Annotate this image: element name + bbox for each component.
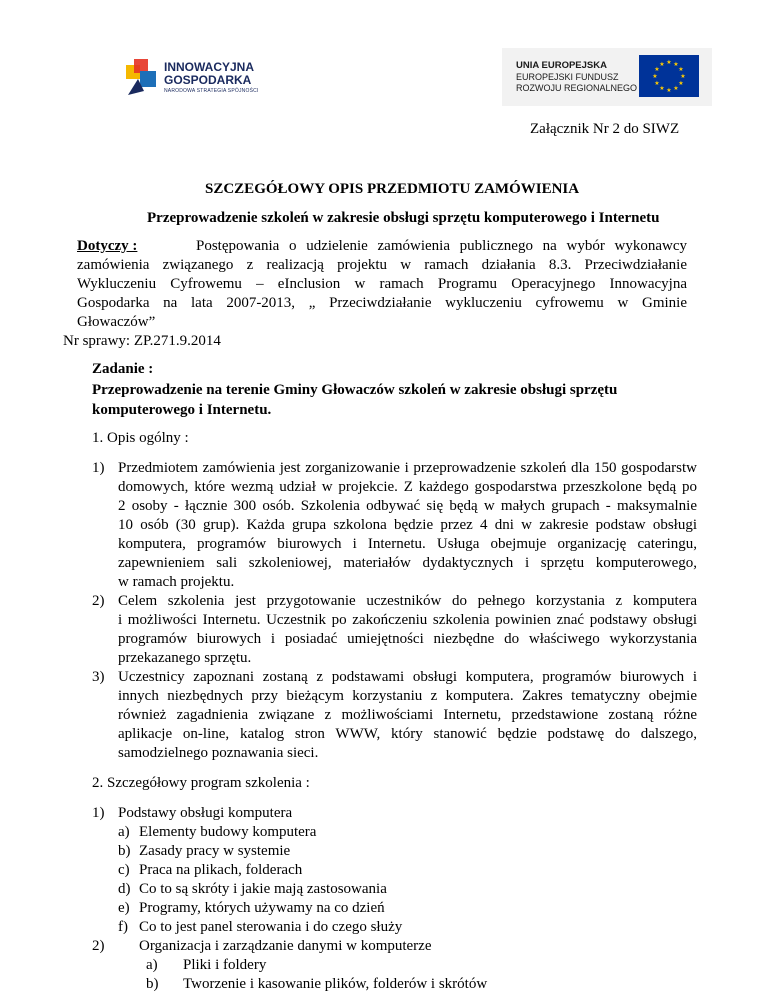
paragraph-line: aplikacje on-line, katalog stron WWW, który stanowić będzie podstawę do dalszego, (118, 726, 697, 742)
sub-letter: b) (146, 976, 159, 992)
sub-letter: a) (118, 824, 130, 840)
sub-item: Tworzenie i kasowanie plików, folderów i skrótów (183, 976, 488, 992)
svg-text:★: ★ (654, 66, 660, 73)
svg-text:★: ★ (659, 61, 665, 68)
svg-text:★: ★ (652, 73, 658, 80)
paragraph-line: innych niezbędnych przy bieżącym korzystaniu z komputera. Zakres tematyczny obejmie (118, 688, 697, 704)
item-number: 3) (92, 669, 105, 685)
sub-item: Co to są skróty i jakie mają zastosowania (139, 881, 387, 897)
paragraph-line: zapewnieniem sali szkoleniowej, materiałów dydaktycznych i sprzętu komputerowego, (118, 555, 697, 571)
task-line: Przeprowadzenie na terenie Gminy Głowaczów szkoleń w zakresie obsługi sprzętu (92, 382, 618, 398)
paragraph-line: w ramach projektu. (118, 574, 235, 590)
svg-text:★: ★ (673, 61, 679, 68)
paragraph-line: przekazanego sprzętu. (118, 650, 252, 666)
task-label: Zadanie : (92, 361, 154, 377)
sub-item: Co to jest panel sterowania i do czego służy (139, 919, 403, 935)
item-number: 2) (92, 593, 105, 609)
innowacyjna-gospodarka-logo (124, 55, 264, 105)
sub-letter: a) (146, 957, 158, 973)
eu-logo (502, 48, 712, 106)
paragraph-line: samodzielnego poznawania sieci. (118, 745, 319, 761)
dotyczy-line: Postępowania o udzielenie zamówienia publicznego na wybór wykonawcy (196, 238, 687, 254)
item-number: 1) (92, 805, 105, 821)
paragraph-line: komputera, programów biurowych i Internetu. Usługa obejmuje organizację cateringu, (118, 536, 697, 552)
paragraph-line: Celem szkolenia jest przygotowanie uczestników do pełnego korzystania z komputera (118, 593, 697, 609)
paragraph-line: 10 osób (30 grup). Każda grupa szkolona będzie przez 4 dni w zakresie podstaw obsługi (118, 517, 697, 533)
eu-flag-icon (639, 55, 699, 97)
case-number: Nr sprawy: ZP.271.9.2014 (63, 333, 221, 349)
section1-heading: 1. Opis ogólny : (92, 430, 189, 446)
task-line: komputerowego i Internetu. (92, 402, 272, 418)
sub-item: Praca na plikach, folderach (139, 862, 303, 878)
sub-item: Elementy budowy komputera (139, 824, 317, 840)
ig-logo-mark-icon (124, 57, 160, 97)
svg-text:★: ★ (666, 87, 672, 94)
svg-text:★: ★ (678, 66, 684, 73)
program-item-title: Organizacja i zarządzanie danymi w komputerze (139, 938, 432, 954)
annex-label: Załącznik Nr 2 do SIWZ (530, 121, 680, 137)
dotyczy-line: Wykluczeniu Cyfrowemu – eInclusion w ramach Programu Operacyjnego Innowacyjna (77, 276, 687, 292)
dotyczy-label: Dotyczy : (77, 238, 138, 254)
dotyczy-line: Gospodarka na lata 2007-2013, „ Przeciwdziałanie wykluczeniu cyfrowemu w Gminie (77, 295, 687, 311)
sub-item: Pliki i foldery (183, 957, 267, 973)
item-number: 1) (92, 460, 105, 476)
program-item-title: Podstawy obsługi komputera (118, 805, 293, 821)
sub-letter: e) (118, 900, 130, 916)
paragraph-line: programów biurowych i posiadać umiejętności niezbędne do właściwego wykorzystania (118, 631, 697, 647)
ig-logo-line3: NARODOWA STRATEGIA SPÓJNOŚCI (164, 88, 259, 94)
paragraph-line: Uczestnicy zapoznani zostaną z podstawami obsługi komputera, programów biurowych i (118, 669, 697, 685)
sub-letter: f) (118, 919, 128, 935)
ig-logo-line1: INNOWACYJNA (164, 60, 255, 74)
sub-item: Programy, których używamy na co dzień (139, 900, 385, 916)
svg-text:★: ★ (659, 85, 665, 92)
page-subtitle: Przeprowadzenie szkoleń w zakresie obsługi sprzętu komputerowego i Internetu (147, 210, 660, 226)
sub-item: Zasady pracy w systemie (139, 843, 291, 859)
eu-logo-line1: UNIA EUROPEJSKA (516, 60, 607, 71)
svg-text:★: ★ (654, 80, 660, 87)
eu-logo-line3: ROZWOJU REGIONALNEGO (516, 83, 638, 93)
sub-letter: c) (118, 862, 130, 878)
sub-letter: b) (118, 843, 131, 859)
paragraph-line: i możliwości Internetu. Uczestnik po zakończeniu szkolenia powinien znać podstawy obsługi (118, 612, 697, 628)
item-number: 2) (92, 938, 105, 954)
svg-text:★: ★ (666, 59, 672, 66)
paragraph-line: domowych, które wezmą udział w projekcie. Z każdego gospodarstwa przeszkolone będą po (118, 479, 697, 495)
sub-letter: d) (118, 881, 131, 897)
ig-logo-line2: GOSPODARKA (164, 73, 252, 87)
section2-heading: 2. Szczegółowy program szkolenia : (92, 775, 310, 791)
paragraph-line: 2 osoby - łącznie 300 osób. Szkolenia odbywać się będą w małych grupach - maksymalnie (118, 498, 697, 514)
paragraph-line: Przedmiotem zamówienia jest zorganizowanie i przeprowadzenie szkoleń dla 150 gospodarstw (118, 460, 697, 476)
eu-logo-line2: EUROPEJSKI FUNDUSZ (516, 72, 619, 82)
svg-text:★: ★ (678, 80, 684, 87)
svg-text:★: ★ (680, 73, 686, 80)
paragraph-line: również zagadnienia związane z możliwościami Internetu, przedstawione zostaną różne (118, 707, 697, 723)
page-title: SZCZEGÓŁOWY OPIS PRZEDMIOTU ZAMÓWIENIA (205, 181, 580, 197)
dotyczy-line: Głowaczów” (77, 314, 156, 330)
svg-text:★: ★ (673, 85, 679, 92)
dotyczy-line: zamówienia związanego z realizacją projektu w ramach działania 8.3. Przeciwdziałanie (77, 257, 687, 273)
